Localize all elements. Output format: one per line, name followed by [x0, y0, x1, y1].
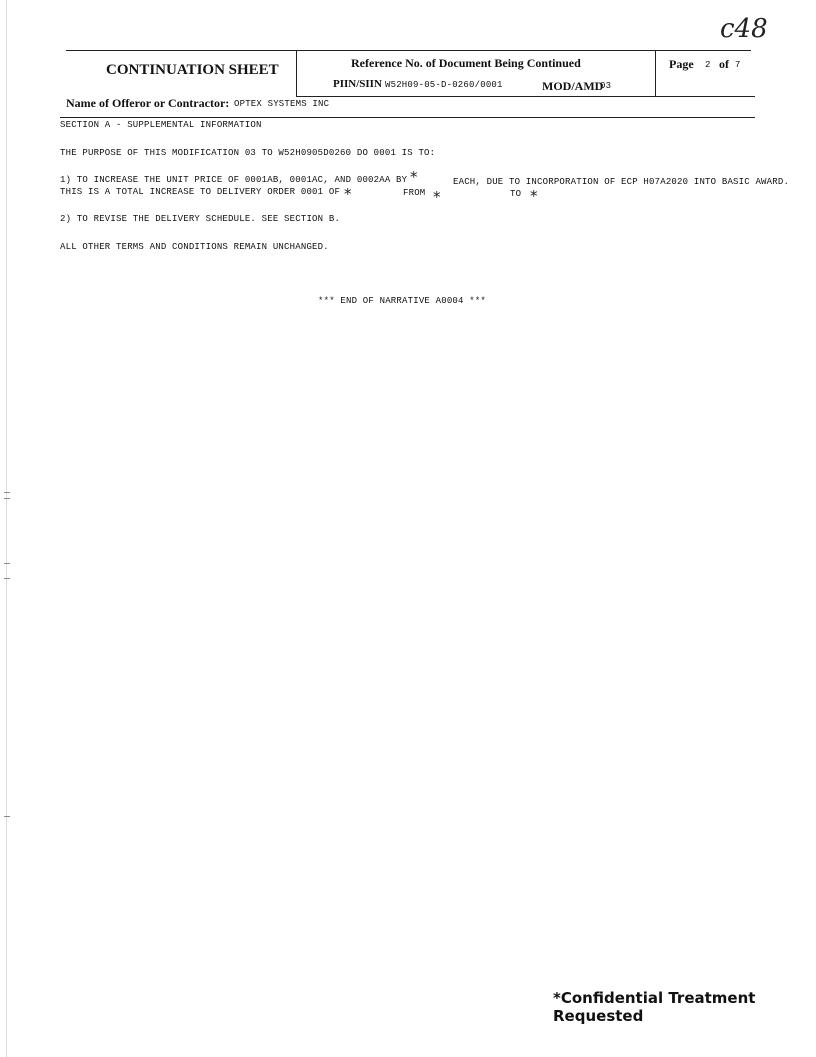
redaction-mark: *: [530, 187, 538, 205]
item-1-from: FROM: [403, 188, 426, 198]
page-of: of: [719, 57, 729, 71]
item-1-to: TO: [510, 189, 522, 199]
offeror-value: OPTEX SYSTEMS INC: [234, 99, 330, 109]
redaction-mark: *: [433, 188, 441, 206]
handwritten-page-number: c48: [720, 14, 768, 44]
item-1-line-a: 1) TO INCREASE THE UNIT PRICE OF 0001AB, 0001AC, AND 0002AA BY: [60, 175, 408, 185]
confidential-notice: *Confidential Treatment Requested: [553, 989, 756, 1025]
scan-mark: [4, 563, 10, 564]
reference-title: Reference No. of Document Being Continued: [351, 56, 581, 70]
item-2-line: 2) TO REVISE THE DELIVERY SCHEDULE. SEE SECTION B.: [60, 214, 341, 224]
mod-label: MOD/AMD: [542, 79, 604, 93]
header-top-rule: [66, 50, 751, 51]
piin-value: W52H09-05-D-0260/0001: [385, 80, 503, 90]
scan-mark: [4, 578, 10, 579]
item-1-line-c: THIS IS A TOTAL INCREASE TO DELIVERY ORDER 0001 OF: [60, 187, 341, 197]
redaction-mark: *: [410, 168, 418, 186]
end-of-narrative: *** END OF NARRATIVE A0004 ***: [318, 296, 487, 306]
closing-line: ALL OTHER TERMS AND CONDITIONS REMAIN UNCHANGED.: [60, 242, 329, 252]
redaction-mark: *: [344, 185, 352, 203]
page-number: 2: [705, 60, 711, 70]
scan-mark: [4, 492, 10, 493]
offeror-label: Name of Offeror or Contractor:: [66, 96, 230, 110]
scan-mark: [4, 498, 10, 499]
scan-edge-line: [6, 0, 7, 1057]
header-divider-1: [296, 50, 297, 97]
header-divider-2: [655, 50, 656, 97]
continuation-sheet-title: CONTINUATION SHEET: [106, 62, 279, 78]
item-1-line-b: EACH, DUE TO INCORPORATION OF ECP H07A2020 INTO BASIC AWARD.: [453, 177, 790, 187]
header-bottom-rule: [296, 96, 755, 97]
page-total: 7: [735, 60, 741, 70]
offeror-rule: [60, 117, 755, 118]
section-heading: SECTION A - SUPPLEMENTAL INFORMATION: [60, 120, 262, 130]
page-label: Page: [669, 57, 694, 71]
scan-mark: [4, 816, 10, 817]
mod-value: 03: [600, 81, 612, 91]
purpose-line: THE PURPOSE OF THIS MODIFICATION 03 TO W52H0905D0260 DO 0001 IS TO:: [60, 148, 436, 158]
piin-label: PIIN/SIIN: [333, 78, 382, 90]
